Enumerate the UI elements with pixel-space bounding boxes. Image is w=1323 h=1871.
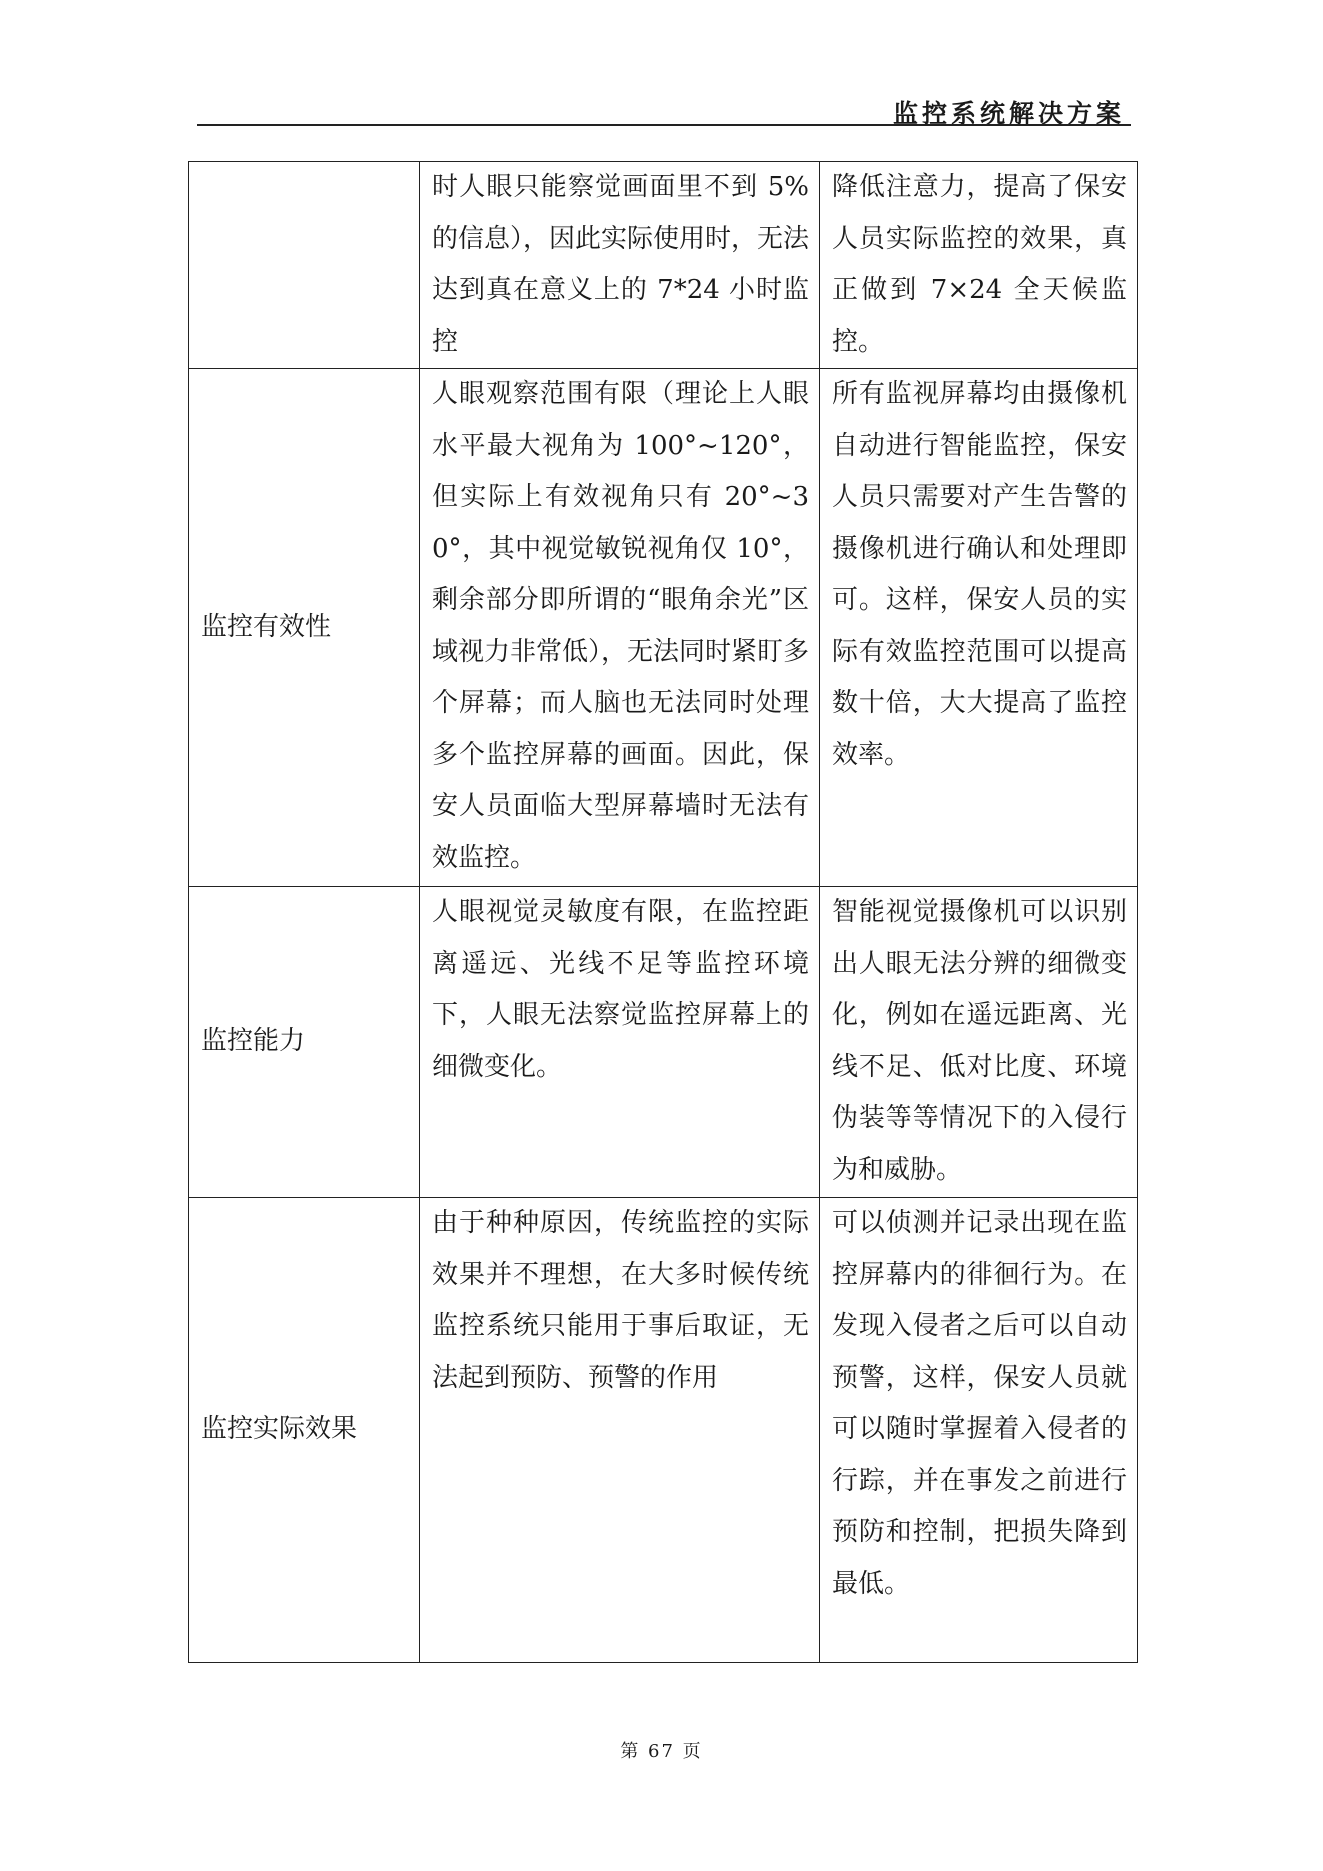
table-row xyxy=(189,369,1138,887)
intelligent-cell: 智能视觉摄像机可以识别出人眼无法分辨的细微变化，例如在遥远距离、光线不足、低对比度、环境伪装等等情况下的入侵行为和威胁。 xyxy=(820,887,1138,1198)
row-label: 监控有效性 xyxy=(189,369,420,887)
intelligent-cell: 所有监视屏幕均由摄像机自动进行智能监控，保安人员只需要对产生告警的摄像机进行确认和处理即可。这样，保安人员的实际有效监控范围可以提高数十倍，大大提高了监控效率。 xyxy=(820,369,1138,887)
row-label xyxy=(189,162,420,369)
running-header-title: 监控系统解决方案 xyxy=(892,99,1125,128)
intelligent-cell: 可以侦测并记录出现在监控屏幕内的徘徊行为。在发现入侵者之后可以自动预警，这样，保安人员就可以随时掌握着入侵者的行踪，并在事发之前进行预防和控制，把损失降到最低。 xyxy=(820,1198,1138,1663)
header-rule xyxy=(197,124,1131,126)
traditional-cell: 由于种种原因，传统监控的实际效果并不理想，在大多时候传统监控系统只能用于事后取证，无法起到预防、预警的作用 xyxy=(420,1198,820,1663)
traditional-cell: 时人眼只能察觉画面里不到 5%的信息），因此实际使用时，无法达到真在意义上的 7*24 小时监控 xyxy=(420,162,820,369)
intelligent-cell: 降低注意力，提高了保安人员实际监控的效果，真正做到 7×24 全天候监控。 xyxy=(820,162,1138,369)
page-number: 第 67 页 xyxy=(620,1741,703,1762)
table-row xyxy=(189,1198,1138,1663)
traditional-cell: 人眼视觉灵敏度有限，在监控距离遥远、光线不足等监控环境下，人眼无法察觉监控屏幕上的细微变化。 xyxy=(420,887,820,1198)
row-label: 监控实际效果 xyxy=(189,1198,420,1663)
table-row xyxy=(189,162,1138,369)
comparison-table xyxy=(188,161,1138,1663)
table-row xyxy=(189,887,1138,1198)
row-label: 监控能力 xyxy=(189,887,420,1198)
traditional-cell: 人眼观察范围有限（理论上人眼水平最大视角为 100°~120°，但实际上有效视角只有 20°~30°，其中视觉敏锐视角仅 10°，剩余部分即所谓的“眼角余光”区域视力非常低），无法同时紧盯多个屏幕；而人脑也无法同时处理多个监控屏幕的画面。因此，保安人员面临大型屏幕墙时无法有效监控。 xyxy=(420,369,820,887)
